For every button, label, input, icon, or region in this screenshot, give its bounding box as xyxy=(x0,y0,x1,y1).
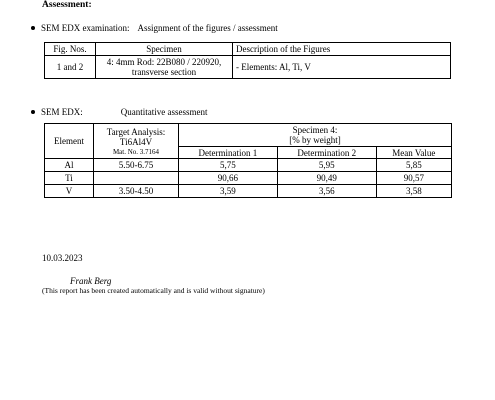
header-specimen xyxy=(179,124,452,147)
cell-mean: 90,57 xyxy=(376,172,451,185)
specimen-header-line-2: [% by weight] xyxy=(289,135,341,145)
cell-mean: 3,58 xyxy=(376,185,451,198)
cell-mean: 5,85 xyxy=(376,159,451,172)
cell-fig: 1 and 2 xyxy=(45,56,96,79)
sem-edx-quant-line xyxy=(31,107,208,117)
specimen-line-1: 4: 4mm Rod: 22B080 / 220920, xyxy=(106,57,222,67)
target-line-2: Ti6Al4V xyxy=(119,136,153,147)
cell-det1: 90,66 xyxy=(179,172,278,185)
signature: Frank Berg xyxy=(70,276,112,286)
specimen-line-2: transverse section xyxy=(131,67,197,77)
table-row xyxy=(45,185,452,198)
sem-edx-exam-title: Assignment of the figures / assessment xyxy=(137,23,278,33)
table-row xyxy=(45,56,451,79)
header-description: Description of the Figures xyxy=(233,43,451,56)
header-fig: Fig. Nos. xyxy=(45,43,96,56)
cell-det2: 90,49 xyxy=(277,172,376,185)
cell-target: 3.50-4.50 xyxy=(94,185,179,198)
cell-specimen xyxy=(96,56,233,79)
sem-edx-quant-label: SEM EDX: xyxy=(41,107,83,117)
table-row xyxy=(45,159,452,172)
target-line-3: Mat. No. 3.7164 xyxy=(112,147,160,156)
table-row xyxy=(45,172,452,185)
cell-element: Al xyxy=(45,159,94,172)
figures-table-header xyxy=(45,43,451,56)
header-mean: Mean Value xyxy=(376,147,451,159)
bullet-icon xyxy=(31,110,35,114)
cell-element: V xyxy=(45,185,94,198)
cell-det2: 5,95 xyxy=(277,159,376,172)
cell-description: - Elements: Al, Ti, V xyxy=(233,56,451,79)
sem-edx-exam-label: SEM EDX examination: xyxy=(41,23,130,33)
sem-edx-exam-line xyxy=(31,23,278,33)
specimen-header-line-1: Specimen 4: xyxy=(292,125,338,135)
cell-det1: 5,75 xyxy=(179,159,278,172)
cell-element: Ti xyxy=(45,172,94,185)
quantitative-table xyxy=(44,123,452,198)
cell-target xyxy=(94,172,179,185)
cell-det2: 3,56 xyxy=(277,185,376,198)
header-specimen: Specimen xyxy=(96,43,233,56)
header-element: Element xyxy=(45,124,94,159)
validity-note: (This report has been created automatically and is valid without signature) xyxy=(42,286,265,295)
header-det2: Determination 2 xyxy=(277,147,376,159)
header-det1: Determination 1 xyxy=(179,147,278,159)
bullet-icon xyxy=(31,26,35,30)
sem-edx-quant-title: Quantitative assessment xyxy=(120,107,208,117)
target-line-1: Target Analysis: xyxy=(106,126,166,137)
cell-det1: 3,59 xyxy=(179,185,278,198)
figures-table xyxy=(44,42,451,79)
quant-header-row-1 xyxy=(45,124,452,147)
cell-target: 5.50-6.75 xyxy=(94,159,179,172)
header-target xyxy=(94,124,179,159)
report-date: 10.03.2023 xyxy=(42,253,83,263)
assessment-heading: Assessment: xyxy=(42,0,92,10)
